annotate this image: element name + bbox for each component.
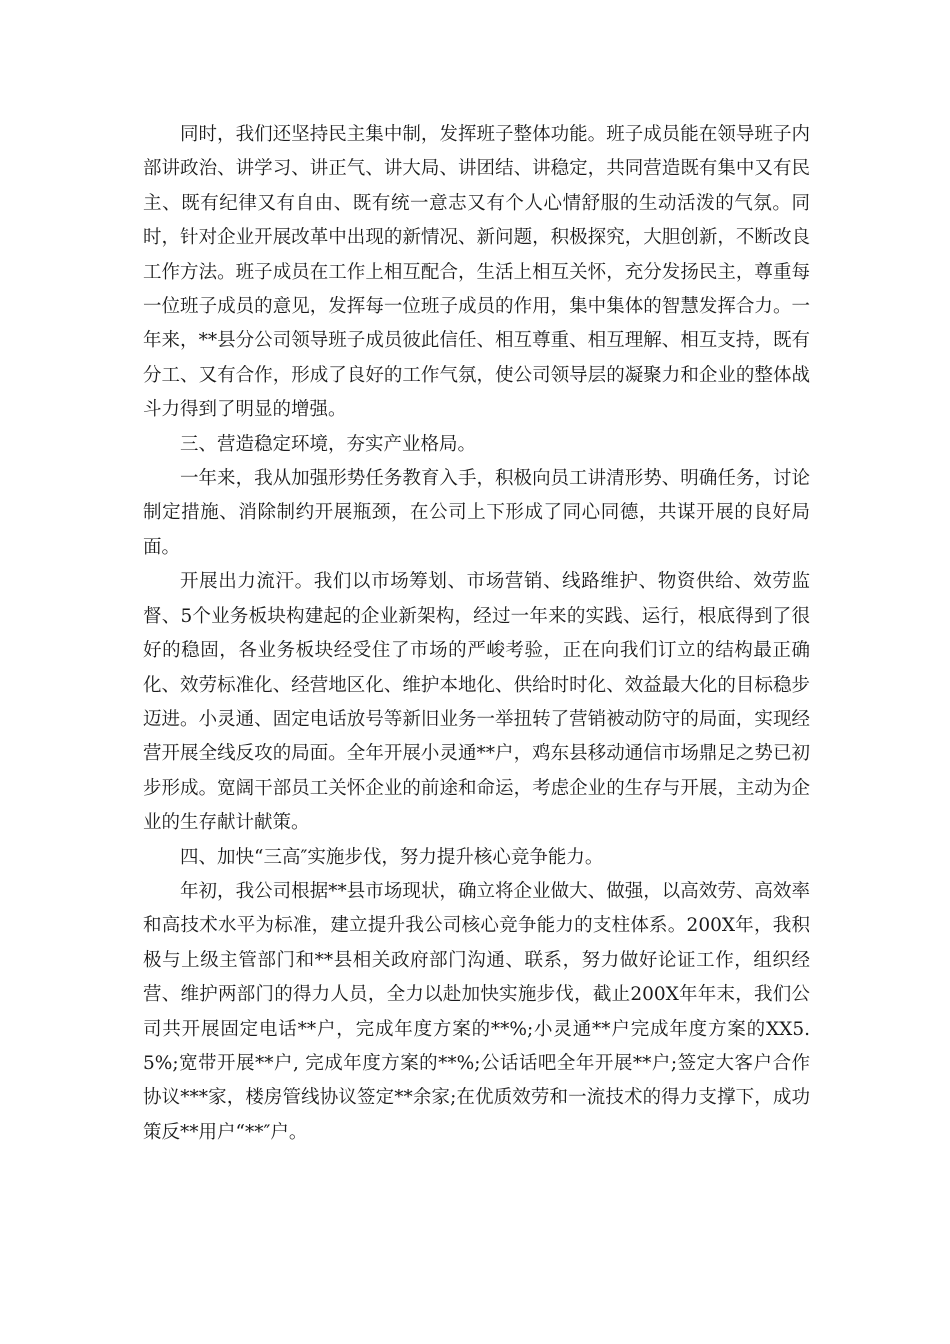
paragraph-business-development: 开展出力流汗。我们以市场筹划、市场营销、线路维护、物资供给、效劳监督、5个业务板块构建起的企业新架构，经过一年来的实践、运行，根底得到了很好的稳固，各业务板块经受住了市场的严峻考验，正在向我们订立的结构最正确化、效劳标准化、经营地区化、维护本地化、供给时时化、效益最大化的目标稳步迈进。小灵通、固定电话放号等新旧业务一举扭转了营销被动防守的局面，实现经营开展全线反攻的局面。全年开展小灵通**户，鸡东县移动通信市场鼎足之势已初步形成。宽阔干部员工关怀企业的前途和命运，考虑企业的生存与开展，主动为企业的生存献计献策。 xyxy=(143,571,810,834)
paragraph-leadership: 同时，我们还坚持民主集中制，发挥班子整体功能。班子成员能在领导班子内部讲政治、讲学习、讲正气、讲大局、讲团结、讲稳定，共同营造既有集中又有民主、既有纪律又有自由、既有统一意志又有个人心情舒服的生动活泼的气氛。同时，针对企业开展改革中出现的新情况、新问题，积极探究，大胆创新，不断改良工作方法。班子成员在工作上相互配合，生活上相互关怀，充分发扬民主，尊重每一位班子成员的意见，发挥每一位班子成员的作用，集中集体的智慧发挥合力。一年来，**县分公司领导班子成员彼此信任、相互尊重、相互理解、相互支持，既有分工、又有合作，形成了良好的工作气氛，使公司领导层的凝聚力和企业的整体战斗力得到了明显的增强。 xyxy=(143,124,810,421)
paragraph-situation-education: 一年来，我从加强形势任务教育入手，积极向员工讲清形势、明确任务，讨论制定措施、消除制约开展瓶颈，在公司上下形成了同心同德，共谋开展的良好局面。 xyxy=(143,468,810,558)
paragraph-core-competitiveness: 年初，我公司根据**县市场现状，确立将企业做大、做强，以高效劳、高效率和高技术水平为标准，建立提升我公司核心竞争能力的支柱体系。200X年，我积极与上级主管部门和**县相关政府部门沟通、联系，努力做好论证工作，组织经营、维护两部门的得力人员，全力以赴加快实施步伐，截止200X年年末，我们公司共开展固定电话**户，完成年度方案的**%;小灵通**户完成年度方案的XX5.5%;宽带开展**户, 完成年度方案的**%;公话话吧全年开展**户;签定大客户合作协议***家，楼房管线协议签定**余家;在优质效劳和一流技术的得力支撑下，成功策反**用户“**″户。 xyxy=(143,880,810,1143)
section-heading-3: 三、营造稳定环境，夯实产业格局。 xyxy=(180,433,477,455)
section-heading-4: 四、加快“三高″实施步伐，努力提升核心竞争能力。 xyxy=(180,846,604,868)
document-body xyxy=(143,118,810,1150)
